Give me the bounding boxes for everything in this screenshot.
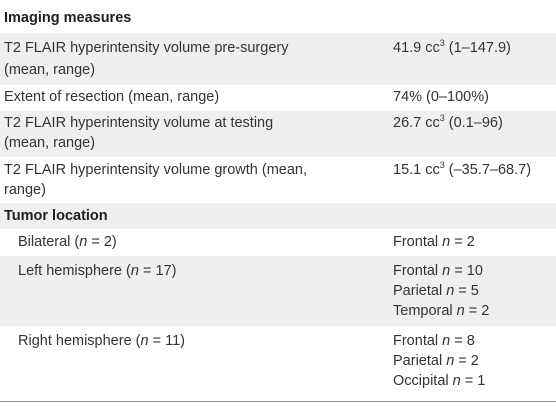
table-row: [0, 157, 556, 203]
row-value: 41.9 $cc^3$ (1–147.9): [393, 38, 511, 56]
group-label: Left hemisphere (n = 17): [18, 263, 177, 279]
location-count: Frontal n = 2: [393, 234, 475, 250]
group-label: Right hemisphere (n = 11): [18, 333, 185, 349]
table-row: [0, 111, 556, 157]
location-count: Frontal n = 8: [393, 333, 475, 349]
row-label: T2 FLAIR hyperintensity volume growth (mean,: [4, 162, 308, 178]
row-label: T2 FLAIR hyperintensity volume at testing: [4, 115, 274, 131]
bottom-rule: [0, 401, 556, 402]
location-count: Parietal n = 2: [393, 353, 479, 369]
row-value: 26.7 $cc^3$ (0.1–96): [393, 113, 503, 131]
row-label: Extent of resection (mean, range): [4, 89, 220, 105]
table-row: [0, 326, 556, 397]
section-heading-imaging-measures: Imaging measures: [4, 10, 132, 26]
location-count: Occipital n = 1: [393, 373, 486, 389]
group-label: Bilateral (n = 2): [18, 234, 117, 250]
section-header-row: [0, 0, 556, 33]
table-row: [0, 229, 556, 256]
row-label-continuation: (mean, range): [4, 135, 96, 151]
location-count: Temporal n = 2: [393, 303, 490, 319]
row-value: 15.1 $cc^3$ (–35.7–68.7): [393, 160, 532, 178]
table-row: [0, 256, 556, 326]
location-count: Frontal n = 10: [393, 263, 483, 279]
row-value: 74% (0–100%): [393, 89, 489, 105]
section-header-row: [0, 203, 556, 229]
row-label: T2 FLAIR hyperintensity volume pre-surgery: [4, 40, 289, 56]
location-count: Parietal n = 5: [393, 283, 479, 299]
table-row: [0, 85, 556, 111]
row-label-continuation: range): [4, 182, 46, 198]
section-heading-tumor-location: Tumor location: [4, 208, 108, 224]
table-row: [0, 33, 556, 85]
row-label-continuation: (mean, range): [4, 62, 96, 78]
